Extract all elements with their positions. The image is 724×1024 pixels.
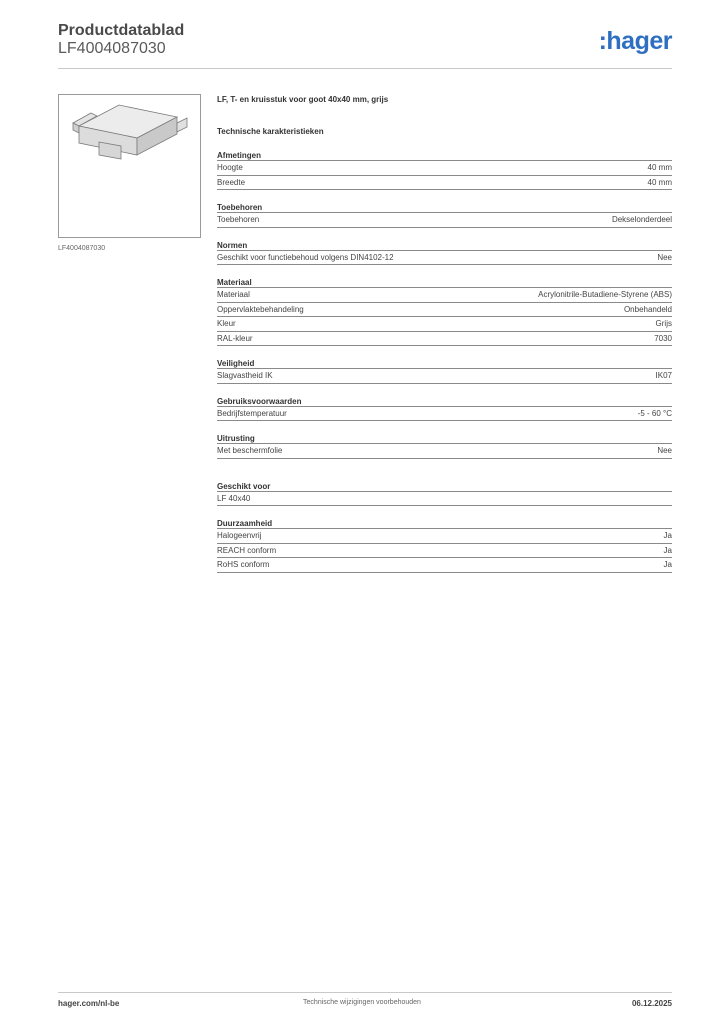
spec-section-veiligheid <box>217 358 672 384</box>
tech-heading: Technische karakteristieken <box>217 127 324 136</box>
spec-row <box>217 529 672 544</box>
spec-label: Halogeenvrij <box>217 531 262 540</box>
spec-value: IK07 <box>655 371 672 380</box>
spec-row <box>217 444 672 459</box>
product-spec-content <box>217 94 672 573</box>
spec-section-geschikt-voor <box>217 481 672 507</box>
spec-row <box>217 492 672 507</box>
spec-label: RoHS conform <box>217 560 270 569</box>
spec-row <box>217 288 672 303</box>
spec-row <box>217 558 672 573</box>
spec-row <box>217 407 672 422</box>
spec-label: Oppervlaktebehandeling <box>217 304 304 314</box>
section-title: Geschikt voor <box>217 481 672 492</box>
spec-row <box>217 161 672 176</box>
spec-label: Met beschermfolie <box>217 446 283 455</box>
spec-row <box>217 213 672 228</box>
spec-value: Ja <box>663 560 672 569</box>
spec-value: Acrylonitrile-Butadiene-Styrene (ABS) <box>538 290 672 299</box>
product-title: LF, T- en kruisstuk voor goot 40x40 mm, grijs <box>217 95 389 104</box>
spec-value: Ja <box>663 545 672 555</box>
section-title: Materiaal <box>217 277 672 288</box>
spec-row <box>217 317 672 332</box>
spec-value: Nee <box>657 252 672 262</box>
spec-row <box>217 332 672 347</box>
spec-section-afmetingen <box>217 150 672 190</box>
spec-label: Bedrijfstemperatuur <box>217 408 287 418</box>
section-title: Duurzaamheid <box>217 518 672 529</box>
spec-value: -5 - 60 °C <box>637 408 672 418</box>
spec-value: Dekselonderdeel <box>611 215 672 224</box>
spec-section-toebehoren <box>217 202 672 228</box>
spec-section-gebruiksvoorwaarden <box>217 396 672 422</box>
footer-divider <box>58 992 672 993</box>
image-caption: LF4004087030 <box>58 245 106 252</box>
section-title: Veiligheid <box>217 358 672 369</box>
spec-row <box>217 544 672 559</box>
spec-row <box>217 369 672 384</box>
section-title: Uitrusting <box>217 433 672 444</box>
page-title: Productdatablad <box>58 22 185 39</box>
spec-label: Slagvastheid IK <box>217 371 273 380</box>
spec-section-uitrusting <box>217 433 672 459</box>
spec-value: 7030 <box>654 333 672 343</box>
header-divider <box>58 68 672 69</box>
spec-label: REACH conform <box>217 545 277 555</box>
spec-value: Ja <box>663 531 672 540</box>
spec-value: Onbehandeld <box>623 304 672 314</box>
cable-duct-tee-illustration <box>59 95 200 237</box>
section-title: Normen <box>217 240 672 251</box>
hager-logo: :hager <box>598 27 672 55</box>
spec-value: 40 mm <box>647 177 672 187</box>
section-title: Afmetingen <box>217 150 672 161</box>
spec-label: Toebehoren <box>217 215 260 224</box>
section-title: Toebehoren <box>217 202 672 213</box>
spec-value: 40 mm <box>647 163 672 172</box>
spec-label: Breedte <box>217 177 246 187</box>
spec-section-duurzaamheid <box>217 518 672 573</box>
footer-notice: Technische wijzigingen voorbehouden <box>303 999 421 1006</box>
footer-website-link[interactable]: hager.com/nl-be <box>58 999 120 1008</box>
product-code: LF4004087030 <box>58 40 166 57</box>
spec-row <box>217 176 672 191</box>
spec-value: Grijs <box>655 319 672 328</box>
spec-label: Geschikt voor functiebehoud volgens DIN4102-12 <box>217 252 394 262</box>
spec-label: Materiaal <box>217 290 250 299</box>
spec-label: RAL-kleur <box>217 333 253 343</box>
footer-date: 06.12.2025 <box>631 999 672 1008</box>
spec-label: Kleur <box>217 319 236 328</box>
spec-row <box>217 303 672 318</box>
spec-section-materiaal <box>217 277 672 346</box>
product-image <box>58 94 201 238</box>
spec-section-normen <box>217 240 672 266</box>
section-title: Gebruiksvoorwaarden <box>217 396 672 407</box>
spec-label: LF 40x40 <box>217 493 251 503</box>
spec-row <box>217 251 672 266</box>
spec-label: Hoogte <box>217 163 243 172</box>
spec-value: Nee <box>657 446 672 455</box>
